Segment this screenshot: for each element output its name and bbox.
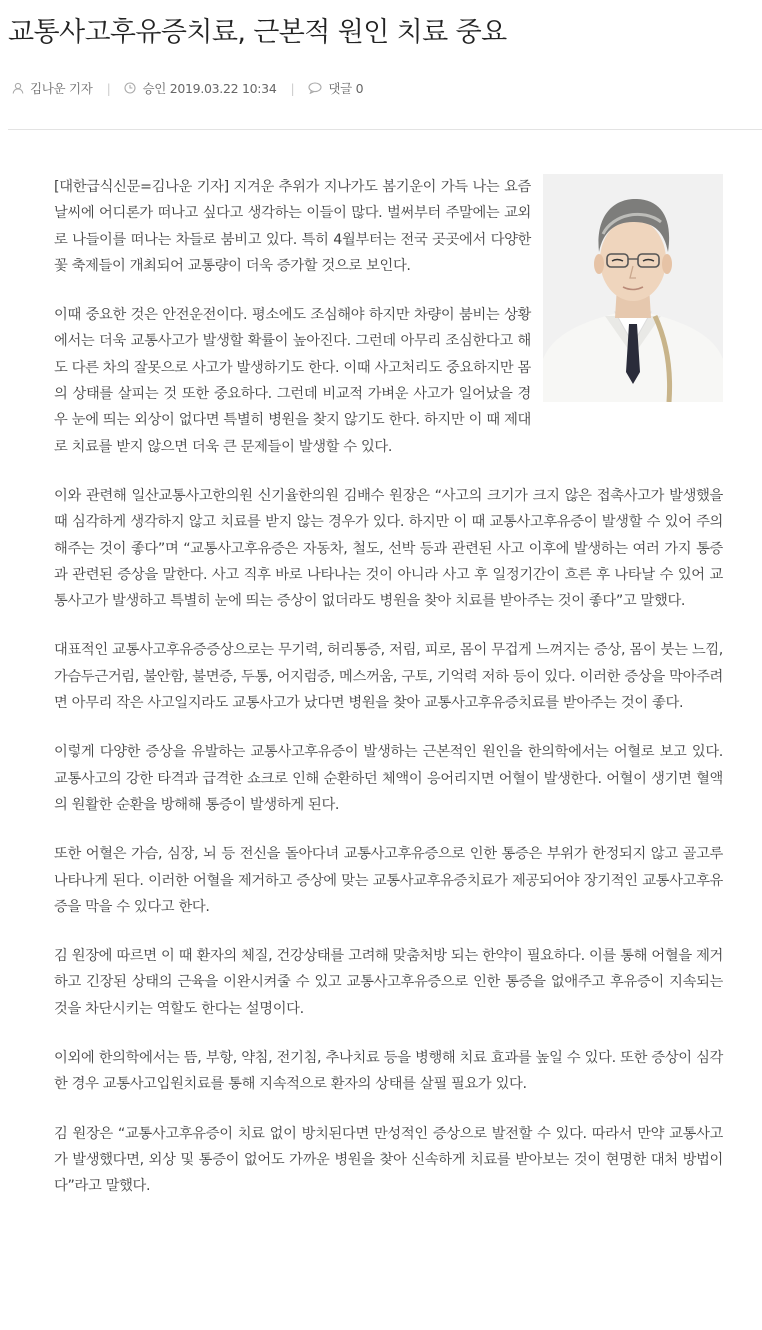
approved-info	[124, 79, 276, 97]
paragraph: 이와 관련해 일산교통사고한의원 신기율한의원 김배수 원장은 “사고의 크기가 크지 않은 접촉사고가 발생했을 때 심각하게 생각하지 않고 치료를 받지 않는 경우가 있다. 하지만 이 때 교통사고후유증이 발생할 수 있어 주의해주는 것이 좋다”며 “교통사고후유증은 자동차, 철도, 선박 등과 관련된 사고 이후에 발생하는 여러 가지 통증과 관련된 증상을 말한다. 사고 직후 바로 나타나는 것이 아니라 사고 후 일정기간이 흐른 후 나타날 수 있어 교통사고가 발생하고 특별히 눈에 띄는 증상이 없더라도 병원을 찾아 치료를 받아주는 것이 좋다”고 말했다.	[54, 487, 723, 610]
paragraph: 김 원장은 “교통사고후유증이 치료 없이 방치된다면 만성적인 증상으로 발전할 수 있다. 따라서 만약 교통사고가 발생했다면, 외상 및 통증이 없어도 가까운 병원을 찾아 신속하게 치료를 받아보는 것이 현명한 대처 방법이다”라고 말했다.	[54, 1125, 723, 1195]
paragraph: 이외에 한의학에서는 뜸, 부항, 약침, 전기침, 추나치료 등을 병행해 치료 효과를 높일 수 있다. 또한 증상이 심각한 경우 교통사고입원치료를 통해 지속적으로 환자의 상태를 살필 필요가 있다.	[54, 1050, 723, 1093]
paragraph: 또한 어혈은 가슴, 심장, 뇌 등 전신을 돌아다녀 교통사고후유증으로 인한 통증은 부위가 한정되지 않고 골고루 나타나게 된다. 이러한 어혈을 제거하고 증상에 맞는 교통사교후유증치료가 제공되어야 장기적인 교통사고후유증을 막을 수 있다고 한다.	[54, 846, 723, 915]
doctor-photo	[543, 174, 723, 402]
paragraph: 이때 중요한 것은 안전운전이다. 평소에도 조심해야 하지만 차량이 붐비는 상황에서는 더욱 교통사고가 발생할 확률이 높아진다. 그런데 아무리 조심한다고 해도 다른 차의 잘못으로 사고가 발생하기도 한다. 이때 사고처리도 중요하지만 몸의 상태를 살피는 것 또한 중요하다. 그런데 비교적 가벼운 사고가 일어났을 경우 눈에 띄는 외상이 없다면 특별히 병원을 찾지 않기도 한다. 하지만 이 때 제대로 치료를 받지 않으면 더욱 큰 문제들이 발생할 수 있다.	[54, 307, 531, 455]
meta-divider: |	[106, 80, 111, 96]
article-title: 교통사고후유증치료, 근본적 원인 치료 중요	[8, 17, 507, 48]
approved-date: 승인 2019.03.22 10:34	[142, 81, 277, 96]
author-name[interactable]: 김나운 기자	[30, 81, 93, 96]
paragraph: 김 원장에 따르면 이 때 환자의 체질, 건강상태를 고려해 맞춤처방 되는 한약이 필요하다. 이를 통해 어혈을 제거하고 긴장된 상태의 근육을 이완시켜줄 수 있고 교통사고후유증으로 인한 통증을 없애주고 후유증이 지속되는 것을 차단시키는 역할도 한다는 설명이다.	[54, 948, 723, 1017]
article-meta	[12, 78, 363, 98]
comment-count[interactable]: 댓글 0	[328, 81, 364, 96]
paragraph: [대한급식신문=김나운 기자] 지겨운 추위가 지나가도 봄기운이 가득 나는 요즘 날씨에 어디론가 떠나고 싶다고 생각하는 이들이 많다. 벌써부터 주말에는 교외로 나들이를 떠나는 차들로 붐비고 있다. 특히 4월부터는 전국 곳곳에서 다양한 꽃 축제들이 개최되어 교통량이 더욱 증가할 것으로 보인다.	[54, 179, 531, 274]
header-divider	[8, 129, 762, 130]
meta-divider: |	[290, 80, 295, 96]
clock-icon	[124, 82, 136, 94]
comment-icon	[308, 82, 322, 94]
paragraph: 이렇게 다양한 증상을 유발하는 교통사고후유증이 발생하는 근본적인 원인을 한의학에서는 어혈로 보고 있다. 교통사고의 강한 타격과 급격한 쇼크로 인해 순환하던 체액이 응어리지면 어혈이 발생한다. 어혈이 생기면 혈액의 원활한 순환을 방해해 통증이 발생하게 된다.	[54, 744, 723, 813]
article-body	[54, 174, 723, 1223]
author-info	[12, 79, 93, 97]
comments-info[interactable]	[308, 79, 363, 97]
user-icon	[12, 82, 24, 94]
paragraph: 대표적인 교통사고후유증증상으로는 무기력, 허리통증, 저림, 피로, 몸이 무겁게 느껴지는 증상, 몸이 붓는 느낌, 가슴두근거림, 불안함, 불면증, 두통, 어지럼증, 메스꺼움, 구토, 기억력 저하 등이 있다. 이러한 증상을 막아주려면 아무리 작은 사고일지라도 교통사고가 났다면 병원을 찾아 교통사고후유증치료를 받아주는 것이 좋다.	[54, 642, 723, 712]
